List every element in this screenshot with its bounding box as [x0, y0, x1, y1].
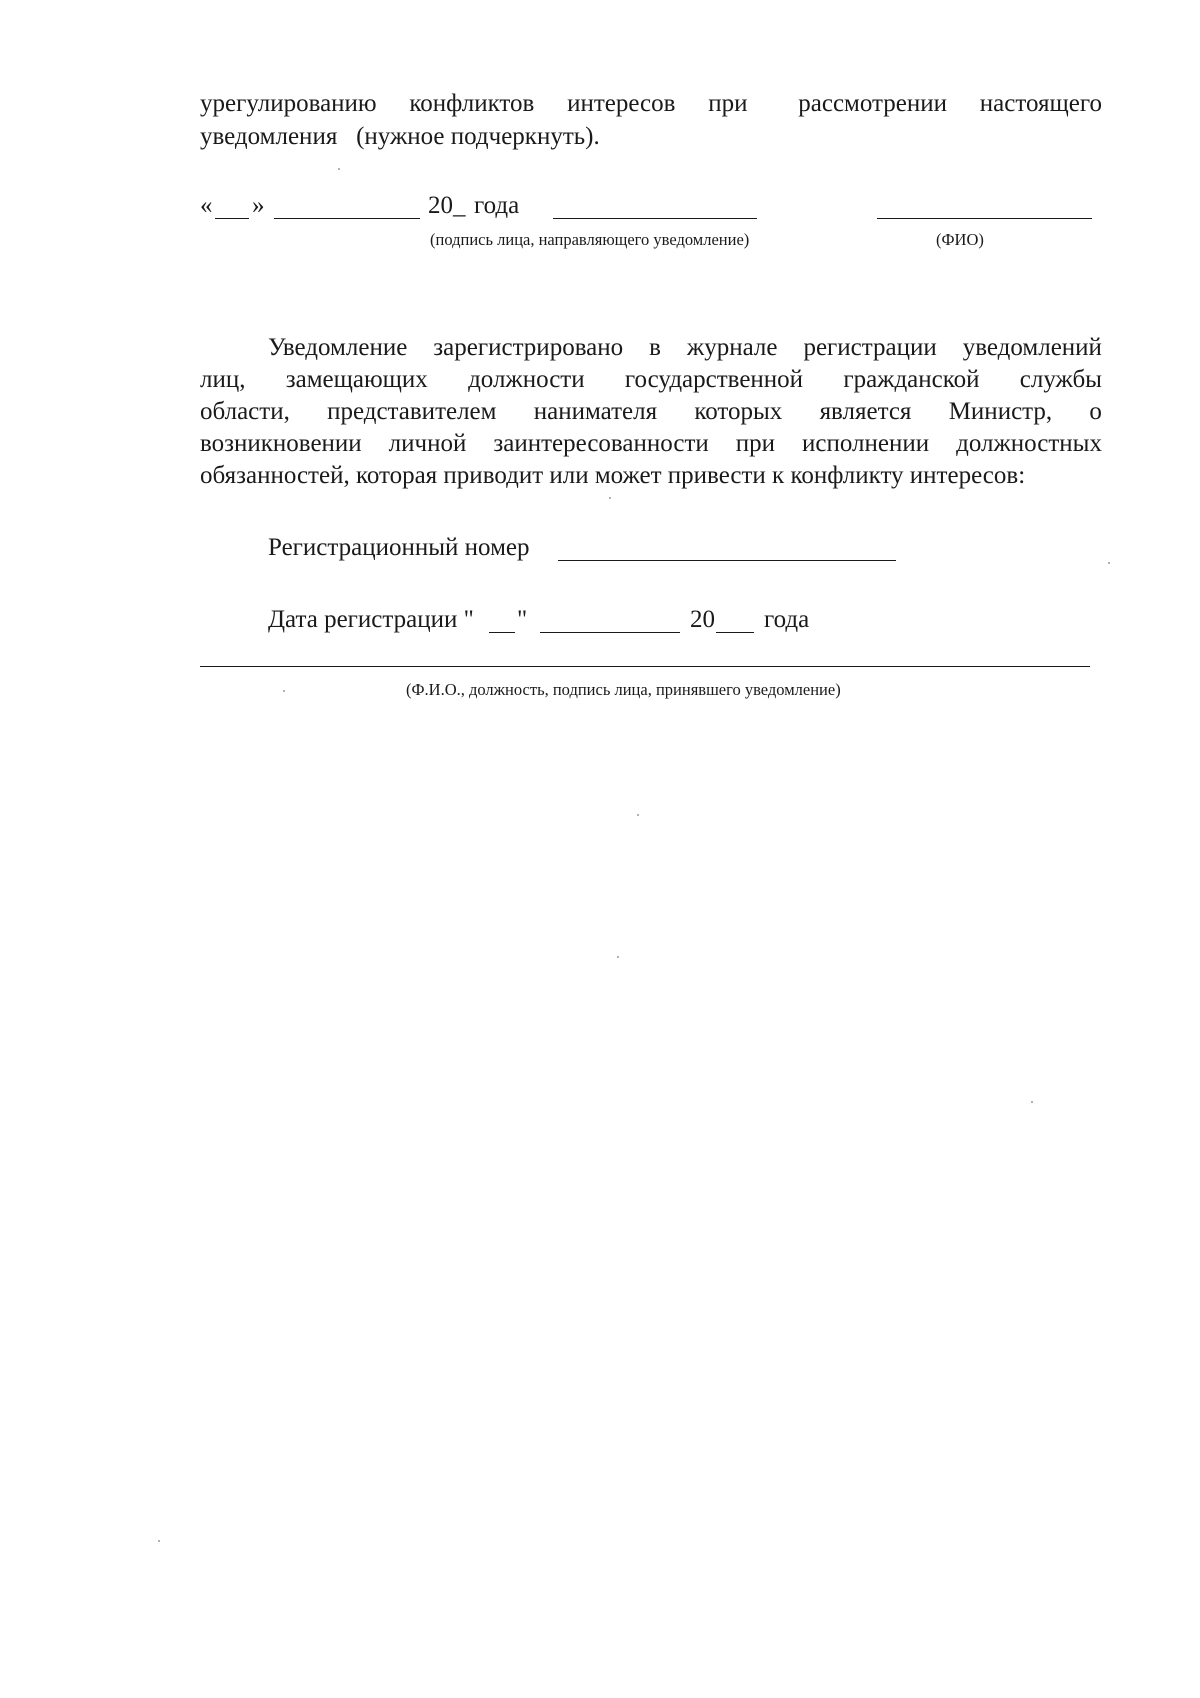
paragraph-word: исполнении — [802, 430, 930, 457]
scan-speck — [283, 690, 285, 692]
intro-word: рассмотрении — [798, 90, 948, 117]
acceptor-signature-line — [200, 666, 1090, 667]
paragraph-word: является — [819, 398, 912, 425]
paragraph-word: службы — [1019, 366, 1102, 393]
intro-word: интересов — [567, 90, 676, 117]
paragraph-word: уведомлений — [962, 334, 1102, 361]
paragraph-word: лиц, — [200, 366, 246, 393]
registration-number-line — [558, 560, 896, 561]
scan-speck — [617, 956, 619, 958]
scan-speck — [1031, 1101, 1033, 1103]
paragraph-word: регистрации — [803, 334, 937, 361]
paragraph-word: государственной — [624, 366, 804, 393]
paragraph-word: зарегистрировано — [433, 334, 624, 361]
intro-word: конфликтов — [409, 90, 535, 117]
paragraph-word: Уведомление — [268, 334, 408, 361]
paragraph-word: журнале — [686, 334, 778, 361]
scan-speck — [338, 168, 340, 170]
signature-caption: (подпись лица, направляющего уведомление) — [430, 230, 750, 249]
intro-word: настоящего — [979, 90, 1102, 117]
intro-line-1 — [200, 88, 1102, 120]
registration-line-3 — [200, 396, 1102, 428]
date-close-quote: » — [252, 192, 265, 219]
paragraph-word: гражданской — [843, 366, 980, 393]
paragraph-word: нанимателя — [533, 398, 658, 425]
registration-line-4 — [200, 428, 1102, 460]
signature-blank-line — [553, 218, 757, 219]
registration-year-word: года — [764, 606, 810, 633]
acceptor-caption: (Ф.И.О., должность, подпись лица, принявшего уведомление) — [406, 680, 841, 699]
paragraph-word: в — [649, 334, 661, 361]
paragraph-word: которых — [694, 398, 783, 425]
intro-line-2: уведомления (нужное подчеркнуть). — [200, 123, 600, 150]
scan-speck — [158, 1540, 160, 1542]
paragraph-word: заинтересованности — [493, 430, 709, 457]
registration-line-1 — [268, 332, 1102, 364]
paragraph-word: Министр, — [948, 398, 1053, 425]
paragraph-word: возникновении — [200, 430, 362, 457]
paragraph-word: личной — [388, 430, 467, 457]
scan-speck — [1108, 562, 1110, 564]
intro-word: при — [708, 90, 748, 117]
date-open-quote: « — [200, 192, 213, 219]
scan-speck — [609, 497, 611, 499]
intro-word: урегулированию — [200, 90, 377, 117]
paragraph-word: области, — [200, 398, 290, 425]
registration-number-label: Регистрационный номер — [268, 534, 530, 561]
fio-caption: (ФИО) — [936, 230, 984, 249]
day-blank-line — [215, 218, 249, 219]
registration-date-label: Дата регистрации " — [268, 606, 474, 633]
year-word: года — [474, 192, 520, 219]
registration-date-quote-close: " — [517, 606, 528, 633]
paragraph-word: замещающих — [285, 366, 428, 393]
registration-month-line — [540, 632, 680, 633]
paragraph-word: о — [1089, 398, 1102, 425]
month-blank-line — [274, 218, 420, 219]
paragraph-word: при — [735, 430, 776, 457]
registration-day-line — [489, 632, 515, 633]
fio-blank-line — [877, 218, 1092, 219]
registration-line-2 — [200, 364, 1102, 396]
registration-year-line — [716, 632, 754, 633]
registration-line-5: обязанностей, которая приводит или может привести к конфликту интересов: — [200, 462, 1026, 489]
year-prefix: 20_ — [428, 192, 466, 219]
scan-speck — [637, 814, 639, 816]
paragraph-word: представителем — [327, 398, 497, 425]
paragraph-word: должности — [468, 366, 585, 393]
paragraph-word: должностных — [956, 430, 1102, 457]
registration-year-prefix: 20 — [690, 606, 715, 633]
